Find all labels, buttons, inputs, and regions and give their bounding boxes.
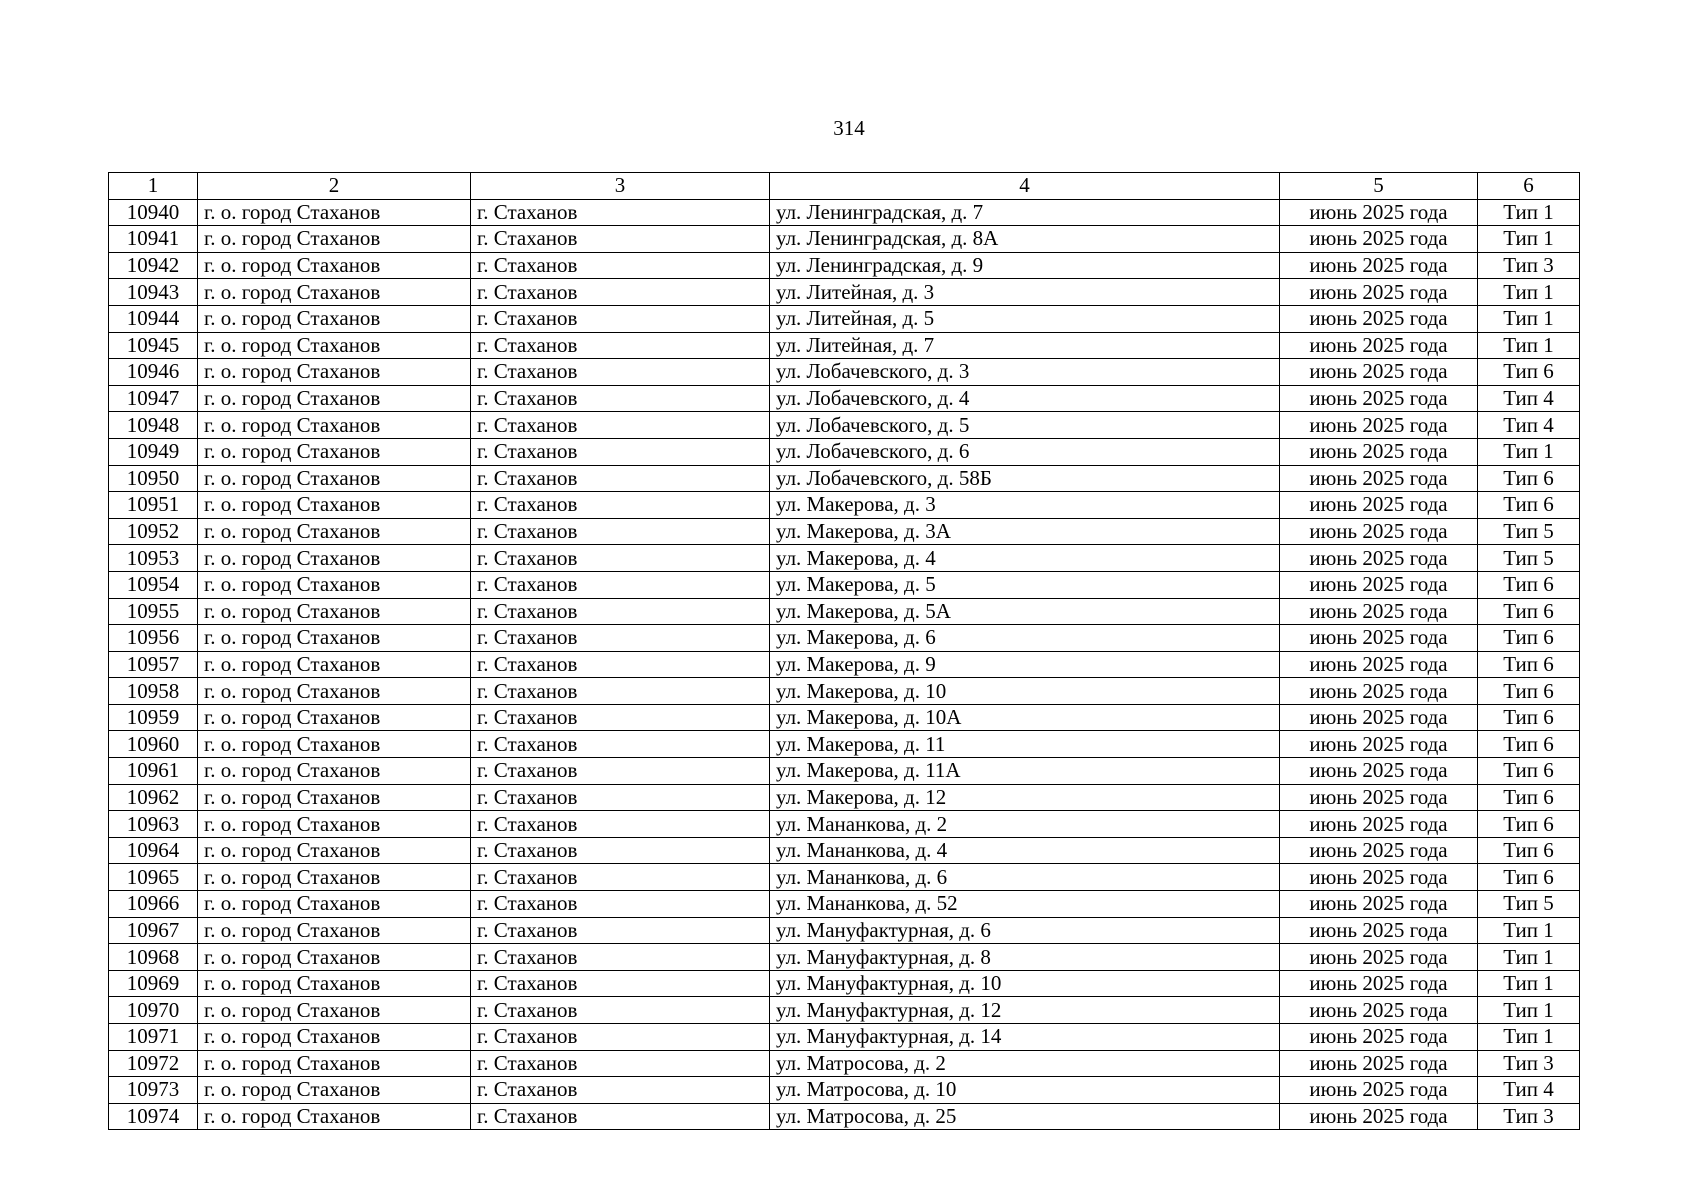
address-cell: ул. Макерова, д. 5А	[770, 598, 1280, 625]
header-col-4: 4	[770, 173, 1280, 200]
locality-cell: г. Стаханов	[471, 518, 770, 545]
table-row	[109, 917, 1580, 944]
type-cell: Тип 1	[1478, 970, 1580, 997]
table-row	[109, 545, 1580, 572]
table-row	[109, 944, 1580, 971]
type-cell: Тип 6	[1478, 625, 1580, 652]
locality-cell: г. Стаханов	[471, 678, 770, 705]
type-cell: Тип 6	[1478, 465, 1580, 492]
locality-cell: г. Стаханов	[471, 784, 770, 811]
municipality-cell: г. о. город Стаханов	[198, 465, 471, 492]
table-row	[109, 891, 1580, 918]
type-cell: Тип 3	[1478, 1050, 1580, 1077]
table-row	[109, 518, 1580, 545]
municipality-cell: г. о. город Стаханов	[198, 412, 471, 439]
header-col-1: 1	[109, 173, 198, 200]
locality-cell: г. Стаханов	[471, 465, 770, 492]
type-cell: Тип 6	[1478, 811, 1580, 838]
municipality-cell: г. о. город Стаханов	[198, 385, 471, 412]
row-number-cell: 10948	[109, 412, 198, 439]
period-cell: июнь 2025 года	[1280, 226, 1478, 253]
municipality-cell: г. о. город Стаханов	[198, 864, 471, 891]
address-cell: ул. Литейная, д. 7	[770, 332, 1280, 359]
municipality-cell: г. о. город Стаханов	[198, 811, 471, 838]
municipality-cell: г. о. город Стаханов	[198, 678, 471, 705]
period-cell: июнь 2025 года	[1280, 305, 1478, 332]
municipality-cell: г. о. город Стаханов	[198, 944, 471, 971]
locality-cell: г. Стаханов	[471, 891, 770, 918]
municipality-cell: г. о. город Стаханов	[198, 1050, 471, 1077]
type-cell: Тип 6	[1478, 651, 1580, 678]
row-number-cell: 10956	[109, 625, 198, 652]
row-number-cell: 10972	[109, 1050, 198, 1077]
period-cell: июнь 2025 года	[1280, 518, 1478, 545]
municipality-cell: г. о. город Стаханов	[198, 837, 471, 864]
municipality-cell: г. о. город Стаханов	[198, 571, 471, 598]
row-number-cell: 10965	[109, 864, 198, 891]
locality-cell: г. Стаханов	[471, 438, 770, 465]
row-number-cell: 10969	[109, 970, 198, 997]
type-cell: Тип 1	[1478, 332, 1580, 359]
table-row	[109, 811, 1580, 838]
type-cell: Тип 3	[1478, 1103, 1580, 1130]
table-row	[109, 784, 1580, 811]
row-number-cell: 10958	[109, 678, 198, 705]
address-cell: ул. Ленинградская, д. 7	[770, 199, 1280, 226]
locality-cell: г. Стаханов	[471, 279, 770, 306]
address-cell: ул. Макерова, д. 12	[770, 784, 1280, 811]
address-cell: ул. Мананкова, д. 4	[770, 837, 1280, 864]
locality-cell: г. Стаханов	[471, 1024, 770, 1051]
address-cell: ул. Макерова, д. 4	[770, 545, 1280, 572]
locality-cell: г. Стаханов	[471, 1077, 770, 1104]
municipality-cell: г. о. город Стаханов	[198, 891, 471, 918]
row-number-cell: 10957	[109, 651, 198, 678]
row-number-cell: 10971	[109, 1024, 198, 1051]
address-cell: ул. Макерова, д. 10А	[770, 704, 1280, 731]
locality-cell: г. Стаханов	[471, 651, 770, 678]
row-number-cell: 10960	[109, 731, 198, 758]
municipality-cell: г. о. город Стаханов	[198, 492, 471, 519]
period-cell: июнь 2025 года	[1280, 465, 1478, 492]
header-col-5: 5	[1280, 173, 1478, 200]
municipality-cell: г. о. город Стаханов	[198, 305, 471, 332]
locality-cell: г. Стаханов	[471, 917, 770, 944]
table-row	[109, 199, 1580, 226]
table-row	[109, 279, 1580, 306]
table-row	[109, 571, 1580, 598]
type-cell: Тип 6	[1478, 837, 1580, 864]
period-cell: июнь 2025 года	[1280, 545, 1478, 572]
locality-cell: г. Стаханов	[471, 571, 770, 598]
row-number-cell: 10950	[109, 465, 198, 492]
row-number-cell: 10954	[109, 571, 198, 598]
period-cell: июнь 2025 года	[1280, 199, 1478, 226]
locality-cell: г. Стаханов	[471, 704, 770, 731]
locality-cell: г. Стаханов	[471, 731, 770, 758]
row-number-cell: 10949	[109, 438, 198, 465]
row-number-cell: 10952	[109, 518, 198, 545]
locality-cell: г. Стаханов	[471, 970, 770, 997]
table-row	[109, 678, 1580, 705]
period-cell: июнь 2025 года	[1280, 438, 1478, 465]
address-cell: ул. Макерова, д. 11	[770, 731, 1280, 758]
period-cell: июнь 2025 года	[1280, 944, 1478, 971]
row-number-cell: 10953	[109, 545, 198, 572]
municipality-cell: г. о. город Стаханов	[198, 332, 471, 359]
municipality-cell: г. о. город Стаханов	[198, 279, 471, 306]
address-cell: ул. Лобачевского, д. 6	[770, 438, 1280, 465]
locality-cell: г. Стаханов	[471, 1103, 770, 1130]
header-col-6: 6	[1478, 173, 1580, 200]
table-header	[109, 173, 1580, 200]
municipality-cell: г. о. город Стаханов	[198, 625, 471, 652]
row-number-cell: 10955	[109, 598, 198, 625]
address-cell: ул. Мананкова, д. 2	[770, 811, 1280, 838]
row-number-cell: 10942	[109, 252, 198, 279]
municipality-cell: г. о. город Стаханов	[198, 199, 471, 226]
address-cell: ул. Ленинградская, д. 9	[770, 252, 1280, 279]
type-cell: Тип 5	[1478, 891, 1580, 918]
municipality-cell: г. о. город Стаханов	[198, 758, 471, 785]
table-body	[109, 199, 1580, 1130]
row-number-cell: 10959	[109, 704, 198, 731]
address-cell: ул. Макерова, д. 3А	[770, 518, 1280, 545]
address-cell: ул. Матросова, д. 25	[770, 1103, 1280, 1130]
period-cell: июнь 2025 года	[1280, 811, 1478, 838]
period-cell: июнь 2025 года	[1280, 651, 1478, 678]
period-cell: июнь 2025 года	[1280, 625, 1478, 652]
type-cell: Тип 1	[1478, 226, 1580, 253]
period-cell: июнь 2025 года	[1280, 784, 1478, 811]
row-number-cell: 10968	[109, 944, 198, 971]
municipality-cell: г. о. город Стаханов	[198, 997, 471, 1024]
type-cell: Тип 6	[1478, 784, 1580, 811]
locality-cell: г. Стаханов	[471, 359, 770, 386]
locality-cell: г. Стаханов	[471, 811, 770, 838]
address-cell: ул. Мануфактурная, д. 12	[770, 997, 1280, 1024]
page-number: 314	[833, 116, 865, 140]
municipality-cell: г. о. город Стаханов	[198, 518, 471, 545]
address-cell: ул. Мануфактурная, д. 6	[770, 917, 1280, 944]
type-cell: Тип 1	[1478, 438, 1580, 465]
locality-cell: г. Стаханов	[471, 492, 770, 519]
period-cell: июнь 2025 года	[1280, 678, 1478, 705]
address-cell: ул. Лобачевского, д. 58Б	[770, 465, 1280, 492]
type-cell: Тип 1	[1478, 199, 1580, 226]
period-cell: июнь 2025 года	[1280, 332, 1478, 359]
address-cell: ул. Литейная, д. 5	[770, 305, 1280, 332]
address-cell: ул. Мануфактурная, д. 14	[770, 1024, 1280, 1051]
locality-cell: г. Стаханов	[471, 545, 770, 572]
type-cell: Тип 6	[1478, 598, 1580, 625]
locality-cell: г. Стаханов	[471, 837, 770, 864]
type-cell: Тип 1	[1478, 305, 1580, 332]
period-cell: июнь 2025 года	[1280, 997, 1478, 1024]
municipality-cell: г. о. город Стаханов	[198, 1024, 471, 1051]
address-cell: ул. Ленинградская, д. 8А	[770, 226, 1280, 253]
type-cell: Тип 1	[1478, 279, 1580, 306]
type-cell: Тип 6	[1478, 571, 1580, 598]
address-cell: ул. Лобачевского, д. 4	[770, 385, 1280, 412]
row-number-cell: 10943	[109, 279, 198, 306]
address-cell: ул. Лобачевского, д. 5	[770, 412, 1280, 439]
municipality-cell: г. о. город Стаханов	[198, 917, 471, 944]
table-row	[109, 704, 1580, 731]
table-row	[109, 359, 1580, 386]
table-row	[109, 492, 1580, 519]
table-row	[109, 625, 1580, 652]
address-cell: ул. Макерова, д. 5	[770, 571, 1280, 598]
table-row	[109, 837, 1580, 864]
municipality-cell: г. о. город Стаханов	[198, 598, 471, 625]
type-cell: Тип 4	[1478, 1077, 1580, 1104]
type-cell: Тип 1	[1478, 917, 1580, 944]
period-cell: июнь 2025 года	[1280, 252, 1478, 279]
address-cell: ул. Макерова, д. 6	[770, 625, 1280, 652]
period-cell: июнь 2025 года	[1280, 970, 1478, 997]
locality-cell: г. Стаханов	[471, 199, 770, 226]
address-cell: ул. Макерова, д. 9	[770, 651, 1280, 678]
row-number-cell: 10945	[109, 332, 198, 359]
table-row	[109, 731, 1580, 758]
address-cell: ул. Матросова, д. 2	[770, 1050, 1280, 1077]
type-cell: Тип 6	[1478, 731, 1580, 758]
row-number-cell: 10946	[109, 359, 198, 386]
period-cell: июнь 2025 года	[1280, 891, 1478, 918]
type-cell: Тип 6	[1478, 704, 1580, 731]
row-number-cell: 10947	[109, 385, 198, 412]
table-row	[109, 465, 1580, 492]
address-cell: ул. Литейная, д. 3	[770, 279, 1280, 306]
address-cell: ул. Мануфактурная, д. 10	[770, 970, 1280, 997]
address-cell: ул. Лобачевского, д. 3	[770, 359, 1280, 386]
locality-cell: г. Стаханов	[471, 252, 770, 279]
locality-cell: г. Стаханов	[471, 944, 770, 971]
table-row	[109, 385, 1580, 412]
address-cell: ул. Мананкова, д. 6	[770, 864, 1280, 891]
address-cell: ул. Мануфактурная, д. 8	[770, 944, 1280, 971]
row-number-cell: 10973	[109, 1077, 198, 1104]
type-cell: Тип 6	[1478, 864, 1580, 891]
period-cell: июнь 2025 года	[1280, 731, 1478, 758]
register-table	[108, 172, 1580, 1130]
row-number-cell: 10974	[109, 1103, 198, 1130]
locality-cell: г. Стаханов	[471, 864, 770, 891]
type-cell: Тип 1	[1478, 997, 1580, 1024]
municipality-cell: г. о. город Стаханов	[198, 545, 471, 572]
table-row	[109, 1103, 1580, 1130]
municipality-cell: г. о. город Стаханов	[198, 1077, 471, 1104]
type-cell: Тип 6	[1478, 678, 1580, 705]
table-row	[109, 1077, 1580, 1104]
address-cell: ул. Макерова, д. 11А	[770, 758, 1280, 785]
table-row	[109, 332, 1580, 359]
locality-cell: г. Стаханов	[471, 1050, 770, 1077]
locality-cell: г. Стаханов	[471, 625, 770, 652]
table-row	[109, 1024, 1580, 1051]
municipality-cell: г. о. город Стаханов	[198, 252, 471, 279]
type-cell: Тип 5	[1478, 518, 1580, 545]
period-cell: июнь 2025 года	[1280, 1050, 1478, 1077]
locality-cell: г. Стаханов	[471, 385, 770, 412]
row-number-cell: 10961	[109, 758, 198, 785]
table-row	[109, 438, 1580, 465]
header-row	[109, 173, 1580, 200]
table-row	[109, 598, 1580, 625]
header-col-2: 2	[198, 173, 471, 200]
municipality-cell: г. о. город Стаханов	[198, 438, 471, 465]
municipality-cell: г. о. город Стаханов	[198, 359, 471, 386]
locality-cell: г. Стаханов	[471, 226, 770, 253]
header-col-3: 3	[471, 173, 770, 200]
row-number-cell: 10941	[109, 226, 198, 253]
row-number-cell: 10970	[109, 997, 198, 1024]
period-cell: июнь 2025 года	[1280, 864, 1478, 891]
period-cell: июнь 2025 года	[1280, 571, 1478, 598]
table-row	[109, 864, 1580, 891]
type-cell: Тип 6	[1478, 492, 1580, 519]
period-cell: июнь 2025 года	[1280, 385, 1478, 412]
table-row	[109, 252, 1580, 279]
type-cell: Тип 3	[1478, 252, 1580, 279]
table-row	[109, 412, 1580, 439]
municipality-cell: г. о. город Стаханов	[198, 651, 471, 678]
table-row	[109, 305, 1580, 332]
row-number-cell: 10963	[109, 811, 198, 838]
locality-cell: г. Стаханов	[471, 997, 770, 1024]
row-number-cell: 10951	[109, 492, 198, 519]
period-cell: июнь 2025 года	[1280, 704, 1478, 731]
table-row	[109, 997, 1580, 1024]
locality-cell: г. Стаханов	[471, 598, 770, 625]
table-row	[109, 758, 1580, 785]
locality-cell: г. Стаханов	[471, 758, 770, 785]
period-cell: июнь 2025 года	[1280, 492, 1478, 519]
locality-cell: г. Стаханов	[471, 332, 770, 359]
address-cell: ул. Макерова, д. 3	[770, 492, 1280, 519]
type-cell: Тип 5	[1478, 545, 1580, 572]
municipality-cell: г. о. город Стаханов	[198, 226, 471, 253]
address-cell: ул. Макерова, д. 10	[770, 678, 1280, 705]
type-cell: Тип 6	[1478, 359, 1580, 386]
address-cell: ул. Матросова, д. 10	[770, 1077, 1280, 1104]
period-cell: июнь 2025 года	[1280, 1103, 1478, 1130]
municipality-cell: г. о. город Стаханов	[198, 731, 471, 758]
period-cell: июнь 2025 года	[1280, 359, 1478, 386]
table-row	[109, 226, 1580, 253]
period-cell: июнь 2025 года	[1280, 279, 1478, 306]
period-cell: июнь 2025 года	[1280, 412, 1478, 439]
table-row	[109, 651, 1580, 678]
row-number-cell: 10966	[109, 891, 198, 918]
municipality-cell: г. о. город Стаханов	[198, 784, 471, 811]
period-cell: июнь 2025 года	[1280, 917, 1478, 944]
row-number-cell: 10962	[109, 784, 198, 811]
type-cell: Тип 4	[1478, 412, 1580, 439]
municipality-cell: г. о. город Стаханов	[198, 1103, 471, 1130]
table-row	[109, 970, 1580, 997]
type-cell: Тип 1	[1478, 944, 1580, 971]
period-cell: июнь 2025 года	[1280, 1077, 1478, 1104]
type-cell: Тип 4	[1478, 385, 1580, 412]
locality-cell: г. Стаханов	[471, 305, 770, 332]
type-cell: Тип 1	[1478, 1024, 1580, 1051]
type-cell: Тип 6	[1478, 758, 1580, 785]
municipality-cell: г. о. город Стаханов	[198, 704, 471, 731]
address-cell: ул. Мананкова, д. 52	[770, 891, 1280, 918]
table-row	[109, 1050, 1580, 1077]
row-number-cell: 10964	[109, 837, 198, 864]
municipality-cell: г. о. город Стаханов	[198, 970, 471, 997]
period-cell: июнь 2025 года	[1280, 837, 1478, 864]
row-number-cell: 10967	[109, 917, 198, 944]
period-cell: июнь 2025 года	[1280, 1024, 1478, 1051]
row-number-cell: 10940	[109, 199, 198, 226]
period-cell: июнь 2025 года	[1280, 598, 1478, 625]
row-number-cell: 10944	[109, 305, 198, 332]
locality-cell: г. Стаханов	[471, 412, 770, 439]
period-cell: июнь 2025 года	[1280, 758, 1478, 785]
